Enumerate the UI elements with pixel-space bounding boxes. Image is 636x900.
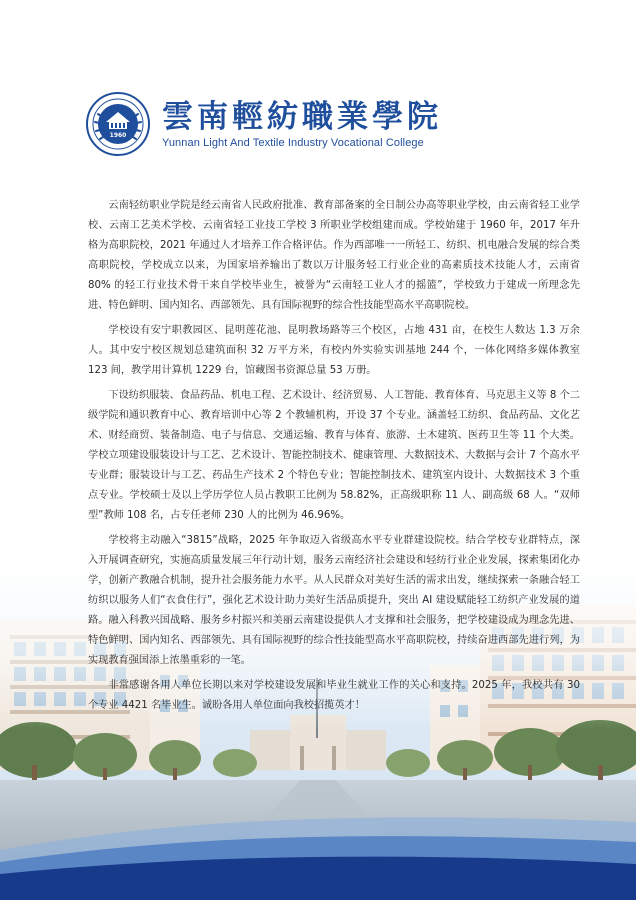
emblem-year: 1960 [109, 132, 127, 139]
intro-paragraph: 云南轻纺职业学院是经云南省人民政府批准、教育部备案的全日制公办高等职业学校，由云南省轻工业学校、云南工艺美术学校、云南省轻工业技工学校 3 所职业学校组建而成。学校始建于 1960 年，2017 年升格为高职院校，2021 年通过人才培养工作合格评估。作为西部唯一一所轻工、纺织、机电融合发展的综合类高职院校，学校成立以来，为国家培养输出了数以万计服务轻工行业企业的高素质技术技能人才，云南省 80% 的轻工行业技术骨干来自学校毕业生，被誉为“云南轻工业人才的摇篮”，学校致力于建成一所理念先进、特色鲜明、国内知名、西部领先、具有国际视野的综合性技能型高水平高职院校。 [88, 200, 580, 311]
college-name-block [162, 99, 442, 149]
intro-paragraph: 非常感谢各用人单位长期以来对学校建设发展和毕业生就业工作的关心和支持。2025 年，我校共有 30 个专业 4421 名毕业生。诚盼各用人单位面向我校招揽英才！ [88, 680, 580, 711]
intro-text [88, 196, 580, 721]
college-name-cn: 雲南輕紡職業學院 [162, 99, 442, 135]
intro-paragraph: 下设纺织服装、食品药品、机电工程、艺术设计、经济贸易、人工智能、教育体育、马克思主义等 8 个二级学院和通识教育中心、教育培训中心等 2 个教辅机构，开设 37 个专业。涵盖轻工纺织、食品药品、文化艺术、财经商贸、装备制造、电子与信息、交通运输、教育与体育、旅游、土木建筑、医药卫生等 11 个大类。学校立项建设服装设计与工艺、艺术设计、智能控制技术、健康管理、大数据技术、大数据与会计 7 个高水平专业群；服装设计与工艺、药品生产技术 2 个特色专业；智能控制技术、建筑室内设计、大数据技术 3 个重点专业。学校硕士及以上学历学位人员占教职工比例为 58.82%，正高级职称 11 人、副高级 68 人。“双师型”教师 108 名，占专任老师 230 人的比例为 46.96%。 [88, 390, 580, 521]
college-seal-icon [86, 92, 150, 156]
intro-paragraph: 学校将主动融入“3815”战略，2025 年争取迈入省级高水平专业群建设院校。结合学校专业群特点，深入开展调查研究，实施高质量发展三年行动计划，服务云南经济社会建设和轻纺行业企业发展，探索集团化办学，创新产教融合机制，提升社会服务能力水平。从人民群众对美好生活的需求出发，继续探索一条融合轻工纺织以服务人们“衣食住行”，强化艺术设计助力美好生活品质提升，突出 AI 建设赋能轻工纺织产业发展的道路。融入科教兴国战略、服务乡村振兴和美丽云南建设提供人才支撑和社会服务，把学校建设成为理念先进、特色鲜明、国内知名、西部领先、具有国际视野的综合性技能型高水平高职院校，持续奋进西部先进行列，为实现教育强国添上浓墨重彩的一笔。 [88, 535, 580, 666]
college-header [86, 84, 442, 164]
college-name-en: Yunnan Light And Textile Industry Vocational College [162, 137, 424, 149]
intro-paragraph: 学校设有安宁职教园区、昆明莲花池、昆明教场路等三个校区，占地 431 亩，在校生人数达 1.3 万余人。其中安宁校区规划总建筑面积 32 万平方米，有校内外实验实训基地 244 个，一体化网络多媒体教室 123 间，教学用计算机 1229 台，馆藏图书资源总量 53 万册。 [88, 325, 580, 376]
